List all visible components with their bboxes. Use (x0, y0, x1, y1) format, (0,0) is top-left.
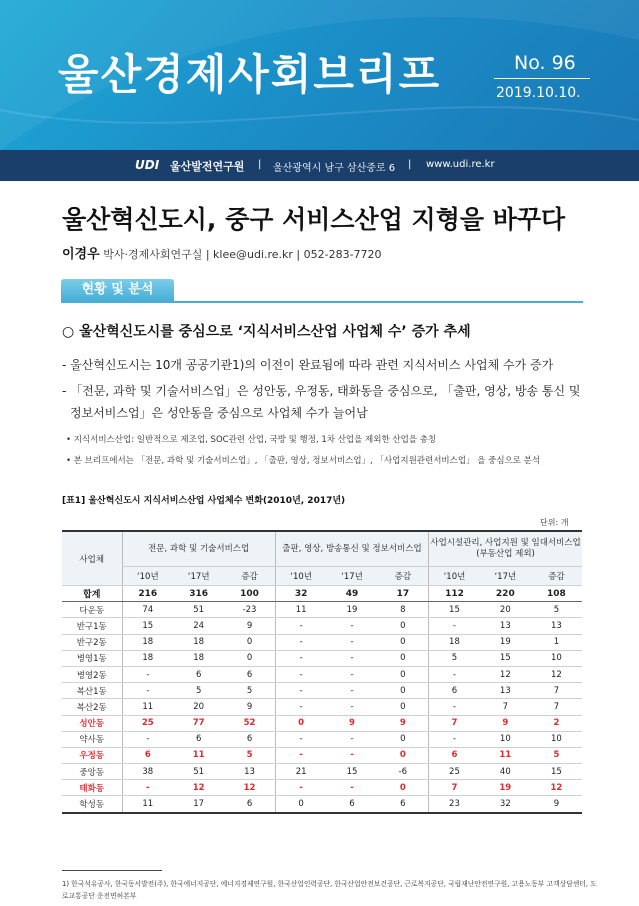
table-unit: 단위: 개 (540, 518, 569, 527)
table-row (62, 780, 582, 796)
table-cell: 15 (480, 650, 531, 666)
table-cell: - (275, 780, 326, 796)
row-label: 성안동 (62, 715, 122, 731)
table-cell: 9 (531, 796, 582, 813)
table-cell: 0 (224, 634, 275, 650)
table-cell: - (429, 618, 480, 634)
bullet-text: - 「전문, 과학 및 기술서비스업」은 성안동, 우정동, 태화동을 중심으로, 「출판, 영상, 방송 통신 및 (62, 384, 581, 398)
table-cell: 12 (224, 780, 275, 796)
issue-divider (494, 78, 590, 79)
table-cell: 2 (531, 715, 582, 731)
table-cell: 10 (531, 650, 582, 666)
table-cell: 21 (275, 764, 326, 780)
sub-heading: ○ 울산혁신도시를 중심으로 ‘지식서비스산업 사업체 수’ 증가 추세 (62, 324, 471, 340)
row-label: 복산2동 (62, 699, 122, 715)
table-row (62, 796, 582, 813)
table-row (62, 731, 582, 747)
table-cell: 108 (531, 586, 582, 602)
table-row (62, 683, 582, 699)
subcol-header: ‘17년 (480, 567, 531, 586)
table-cell: 19 (480, 634, 531, 650)
subcol-header: 증감 (224, 567, 275, 586)
table-cell: 5 (429, 650, 480, 666)
row-label: 반구2동 (62, 634, 122, 650)
table-cell: 49 (326, 586, 377, 602)
definition-note: • 지식서비스산업: 일반적으로 제조업, SOC관련 산업, 국방 및 행정, 1차 산업을 제외한 산업을 총칭 (66, 435, 437, 445)
table-cell: 11 (122, 699, 173, 715)
table-cell: - (326, 618, 377, 634)
table-cell: 13 (480, 683, 531, 699)
table-cell: 23 (429, 796, 480, 813)
table-cell: 15 (122, 618, 173, 634)
table-cell: - (326, 666, 377, 682)
table-cell: 6 (224, 731, 275, 747)
footnote: 1) 한국석유공사, 한국동서발전(주), 한국에너지공단, 에너지경제연구원, 한국산업인력공단, 한국산업안전보건공단, 근로복지공단, 국립재난안전연구원, 고용노동부 고객상담센터, 도로교통공단 운전면허본부 (62, 880, 597, 900)
table-cell: - (326, 780, 377, 796)
subcol-header: 증감 (378, 567, 429, 586)
table-cell: 15 (429, 602, 480, 618)
table-cell: 12 (173, 780, 224, 796)
table-cell: - (326, 699, 377, 715)
table-cell: 13 (531, 618, 582, 634)
table-cell: - (275, 650, 326, 666)
organization-name: 울산발전연구원 (170, 160, 245, 173)
subcol-header: ‘10년 (429, 567, 480, 586)
group-header-publishing: 출판, 영상, 방송통신 및 정보서비스업 (275, 531, 428, 567)
table-cell: 52 (224, 715, 275, 731)
table-cell: 25 (429, 764, 480, 780)
masthead-banner (0, 0, 639, 150)
subcol-header: ‘10년 (122, 567, 173, 586)
section-divider (61, 301, 583, 303)
table-cell: 5 (224, 683, 275, 699)
table-cell: 9 (480, 715, 531, 731)
table-cell: 12 (531, 780, 582, 796)
table-row (62, 715, 582, 731)
table-cell: 0 (224, 650, 275, 666)
table-cell: 32 (480, 796, 531, 813)
table-cell: 112 (429, 586, 480, 602)
table-cell: 0 (378, 650, 429, 666)
table-cell: 6 (378, 796, 429, 813)
table-cell: - (275, 618, 326, 634)
table-cell: 18 (173, 634, 224, 650)
table-row (62, 602, 582, 618)
table-cell: - (326, 634, 377, 650)
table-title: [표1] 울산혁신도시 지식서비스산업 사업체수 변화(2010년, 2017년) (62, 496, 346, 506)
table-cell: 11 (173, 747, 224, 763)
table-row (62, 634, 582, 650)
issue-date: 2019.10.10. (496, 85, 581, 101)
row-label: 합계 (62, 586, 122, 602)
table-cell: 0 (378, 699, 429, 715)
table-cell: 18 (173, 650, 224, 666)
table-cell: 12 (531, 666, 582, 682)
table-cell: 5 (531, 747, 582, 763)
table-cell: - (326, 683, 377, 699)
table-cell: - (275, 666, 326, 682)
author-line (62, 243, 382, 262)
table-cell: 18 (122, 650, 173, 666)
table-cell: 6 (326, 796, 377, 813)
row-label: 반구1동 (62, 618, 122, 634)
table-cell: - (275, 683, 326, 699)
section-label-tab: 현황 및 분석 (61, 279, 174, 301)
row-label: 우정동 (62, 747, 122, 763)
group-header-professional: 전문, 과학 및 기술서비스업 (122, 531, 275, 567)
table-cell: 7 (429, 715, 480, 731)
info-separator: | (258, 159, 262, 170)
table-cell: 6 (224, 666, 275, 682)
table-cell: 6 (122, 747, 173, 763)
table-row (62, 586, 582, 602)
table-cell: 9 (224, 699, 275, 715)
business-count-table (62, 530, 582, 814)
bullet-text: - 울산혁신도시는 10개 공공기관1)의 이전이 완료됨에 따라 관련 지식서비스 사업체 수가 증가 (62, 358, 554, 372)
row-label: 중앙동 (62, 764, 122, 780)
table-cell: - (326, 731, 377, 747)
table-cell: - (275, 699, 326, 715)
group-header-business-support: 사업시설관리, 사업지원 및 임대서비스업(부동산업 제외) (429, 531, 582, 567)
table-row (62, 747, 582, 763)
table-cell: 20 (173, 699, 224, 715)
table-cell: 18 (429, 634, 480, 650)
table-cell: 100 (224, 586, 275, 602)
table-cell: 19 (326, 602, 377, 618)
table-cell: -6 (378, 764, 429, 780)
subcol-header: ‘17년 (173, 567, 224, 586)
table-cell: 216 (122, 586, 173, 602)
table-cell: 40 (480, 764, 531, 780)
table-cell: - (275, 731, 326, 747)
table-cell: 38 (122, 764, 173, 780)
table-cell: 5 (531, 602, 582, 618)
table-cell: 10 (531, 731, 582, 747)
row-label: 병영1동 (62, 650, 122, 666)
subcol-header: ‘17년 (326, 567, 377, 586)
table-cell: 11 (122, 796, 173, 813)
table-cell: - (122, 780, 173, 796)
issue-number: No. 96 (514, 52, 576, 74)
table-cell: 0 (378, 666, 429, 682)
author-name: 이경우 (62, 247, 100, 262)
table-cell: 0 (378, 731, 429, 747)
table-cell: 11 (480, 747, 531, 763)
table-cell: - (429, 731, 480, 747)
table-cell: 6 (429, 683, 480, 699)
table-cell: 10 (480, 731, 531, 747)
footnote-divider (62, 870, 162, 871)
article-headline: 울산혁신도시, 중구 서비스산업 지형을 바꾸다 (62, 205, 566, 234)
table-cell: 7 (429, 780, 480, 796)
table-row (62, 764, 582, 780)
table-cell: - (429, 666, 480, 682)
table-cell: 0 (378, 747, 429, 763)
table-cell: - (122, 683, 173, 699)
subcol-header: ‘10년 (275, 567, 326, 586)
udi-logo: UDI (135, 158, 160, 172)
table-cell: - (326, 747, 377, 763)
organization-website-link[interactable]: www.udi.re.kr (426, 159, 495, 170)
table-cell: 51 (173, 602, 224, 618)
table-cell: 0 (378, 634, 429, 650)
table-cell: 15 (531, 764, 582, 780)
table-cell: 1 (531, 634, 582, 650)
table-cell: 9 (224, 618, 275, 634)
table-cell: 0 (378, 618, 429, 634)
row-label: 약사동 (62, 731, 122, 747)
table-cell: 8 (378, 602, 429, 618)
table-cell: -23 (224, 602, 275, 618)
table-cell: 15 (326, 764, 377, 780)
row-label: 학성동 (62, 796, 122, 813)
table-cell: 13 (480, 618, 531, 634)
table-cell: 6 (173, 731, 224, 747)
row-label: 다운동 (62, 602, 122, 618)
table-cell: - (122, 731, 173, 747)
table-cell: 12 (480, 666, 531, 682)
table-cell: 5 (224, 747, 275, 763)
table-cell: - (122, 666, 173, 682)
table-cell: 9 (326, 715, 377, 731)
table-cell: 32 (275, 586, 326, 602)
publication-title: 울산경제사회브리프 (58, 50, 442, 99)
bullet-text: 정보서비스업」은 성안동을 중심으로 사업체 수가 늘어남 (70, 406, 368, 420)
row-label: 복산1동 (62, 683, 122, 699)
row-header: 사업체 (62, 531, 122, 586)
scope-note: • 본 브리프에서는 「전문, 과학 및 기술서비스업」, 「출판, 영상, 정보서비스업」, 「사업지원관련서비스업」 을 중심으로 분석 (66, 456, 541, 466)
table-row (62, 650, 582, 666)
table-cell: 0 (378, 683, 429, 699)
row-label: 태화동 (62, 780, 122, 796)
table-cell: 7 (531, 699, 582, 715)
table-cell: 13 (224, 764, 275, 780)
table-cell: 19 (480, 780, 531, 796)
table-cell: 11 (275, 602, 326, 618)
table-cell: 9 (378, 715, 429, 731)
table-cell: 0 (378, 780, 429, 796)
table-cell: - (429, 699, 480, 715)
table-cell: 0 (275, 715, 326, 731)
publisher-info-bar (0, 150, 639, 181)
table-cell: 74 (122, 602, 173, 618)
table-cell: 6 (224, 796, 275, 813)
table-cell: 7 (531, 683, 582, 699)
subcol-header: 증감 (531, 567, 582, 586)
table-cell: 0 (275, 796, 326, 813)
table-cell: 7 (480, 699, 531, 715)
author-details: 박사·경제사회연구실 | klee@udi.re.kr | 052-283-7720 (103, 248, 382, 261)
table-cell: 5 (173, 683, 224, 699)
table-cell: 6 (429, 747, 480, 763)
table-cell: - (275, 634, 326, 650)
row-label: 병영2동 (62, 666, 122, 682)
table-row (62, 666, 582, 682)
table-cell: - (326, 650, 377, 666)
table-cell: 24 (173, 618, 224, 634)
table-cell: - (275, 747, 326, 763)
table-cell: 316 (173, 586, 224, 602)
table-row (62, 618, 582, 634)
table-row (62, 699, 582, 715)
table-cell: 25 (122, 715, 173, 731)
table-cell: 17 (173, 796, 224, 813)
info-separator: | (408, 159, 412, 170)
table-cell: 18 (122, 634, 173, 650)
table-cell: 17 (378, 586, 429, 602)
table-cell: 51 (173, 764, 224, 780)
table-cell: 20 (480, 602, 531, 618)
table-cell: 6 (173, 666, 224, 682)
table-cell: 220 (480, 586, 531, 602)
organization-address: 울산광역시 남구 삼산중로 6 (273, 163, 396, 174)
table-cell: 77 (173, 715, 224, 731)
